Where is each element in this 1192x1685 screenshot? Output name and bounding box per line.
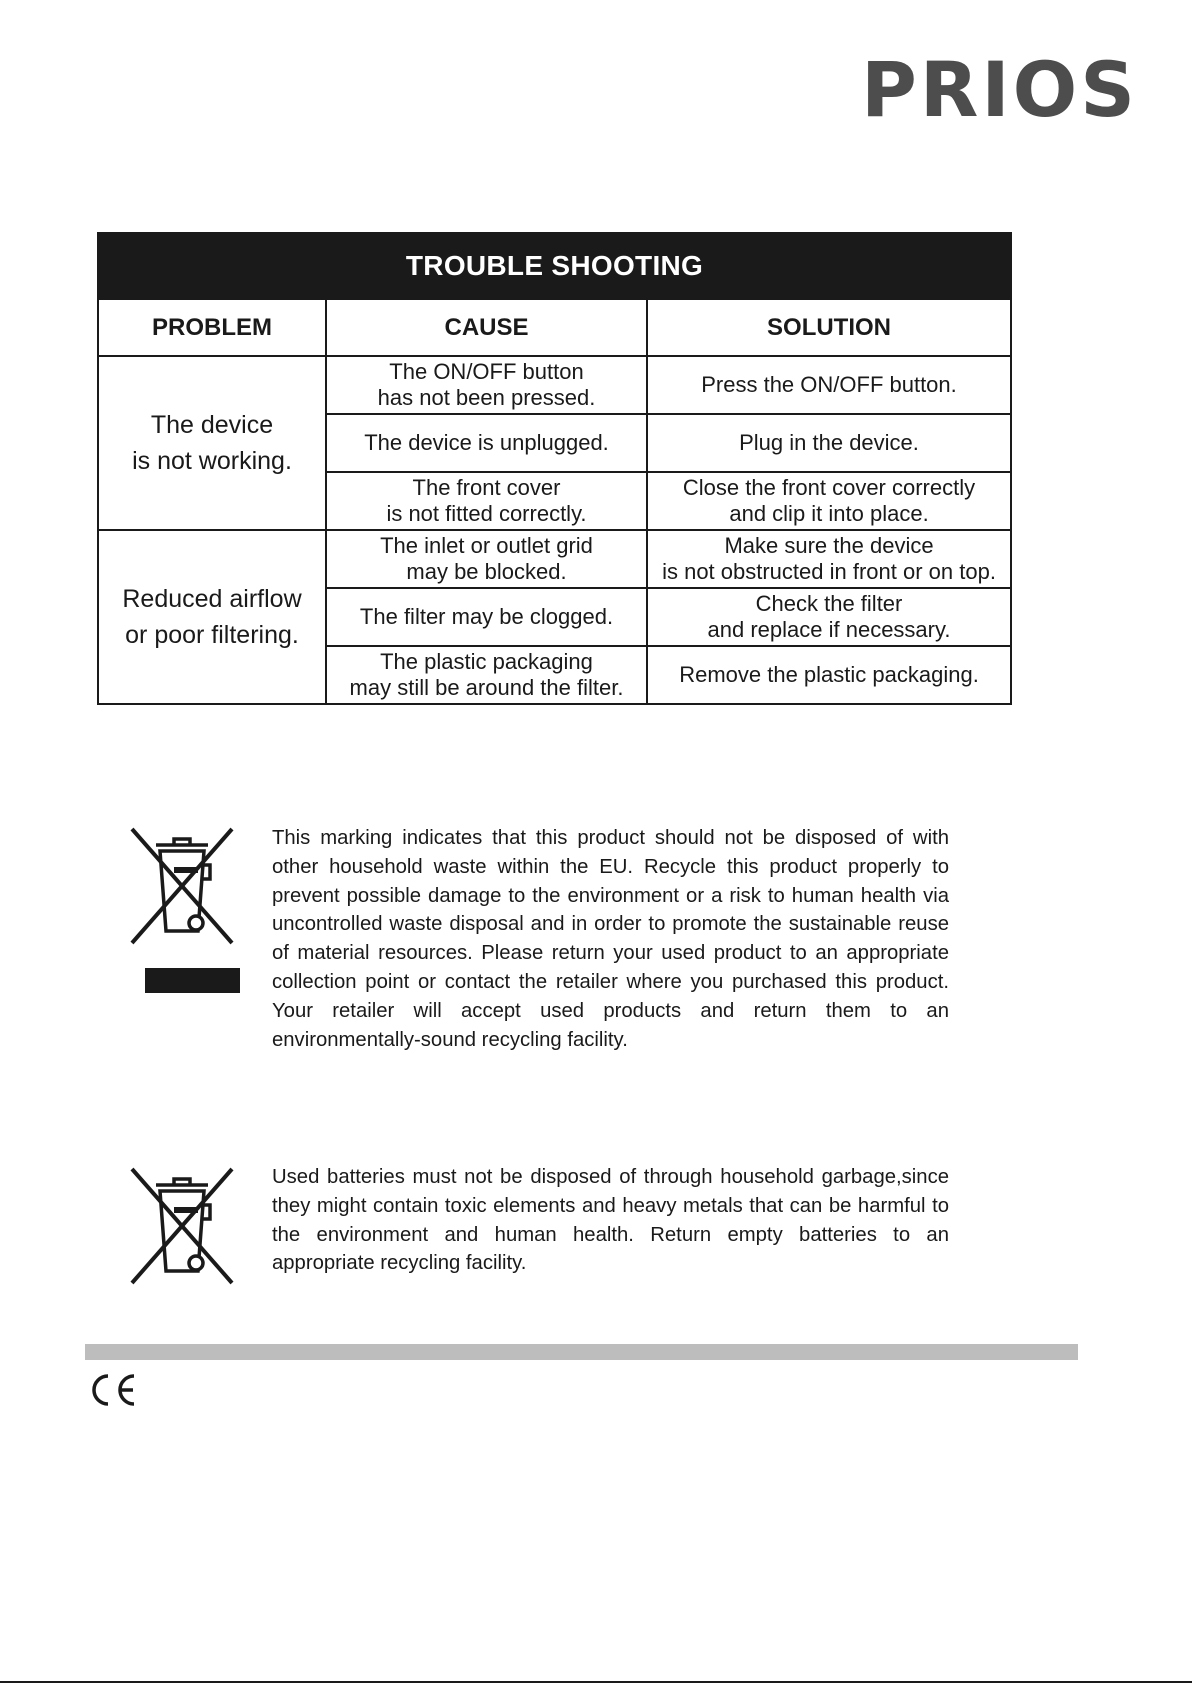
table-row [98, 530, 1011, 588]
crossed-out-wheelie-bin-icon [126, 1165, 242, 1289]
problem-cell: Reduced airflow or poor filtering. [98, 530, 326, 704]
battery-disposal-notice: Used batteries must not be disposed of through household garbage,since they might contain toxic elements and heavy metals that can be harmful to the environment and human health. Return empty batteries to an appropriate recycling facility. [272, 1166, 949, 1275]
column-header-cause: CAUSE [326, 299, 647, 356]
troubleshooting-table [97, 232, 1012, 705]
solution-cell: Make sure the device is not obstructed in front or on top. [647, 530, 1011, 588]
crossed-out-wheelie-bin-icon [126, 825, 242, 995]
cause-cell: The inlet or outlet grid may be blocked. [326, 530, 647, 588]
column-header-problem: PROBLEM [98, 299, 326, 356]
solution-cell: Press the ON/OFF button. [647, 356, 1011, 414]
product-disposal-notice: This marking indicates that this product should not be disposed of with other household waste within the EU. Recycle this product properly to prevent possible damage to the environment or a risk to human health via uncontrolled waste disposal and in order to promote the sustainable reuse of material resources. Please return your used product to an appropriate collection point or contact the retailer where you purchased this product. Your retailer will accept used products and return them to an environmentally-sound recycling facility. [272, 827, 949, 1051]
solution-cell: Close the front cover correctly and clip it into place. [647, 472, 1011, 530]
solution-cell: Remove the plastic packaging. [647, 646, 1011, 704]
brand-logo: PRIOS [861, 45, 1138, 134]
table-row [98, 356, 1011, 414]
solution-cell: Plug in the device. [647, 414, 1011, 472]
column-header-solution: SOLUTION [647, 299, 1011, 356]
solution-cell: Check the filter and replace if necessary. [647, 588, 1011, 646]
cause-cell: The ON/OFF button has not been pressed. [326, 356, 647, 414]
divider-bar [85, 1344, 1078, 1360]
cause-cell: The device is unplugged. [326, 414, 647, 472]
ce-mark-icon [88, 1372, 138, 1408]
cause-cell: The front cover is not fitted correctly. [326, 472, 647, 530]
cause-cell: The plastic packaging may still be around the filter. [326, 646, 647, 704]
problem-cell: The device is not working. [98, 356, 326, 530]
page-bottom-rule [0, 1681, 1192, 1683]
table-title: TROUBLE SHOOTING [98, 233, 1011, 299]
cause-cell: The filter may be clogged. [326, 588, 647, 646]
